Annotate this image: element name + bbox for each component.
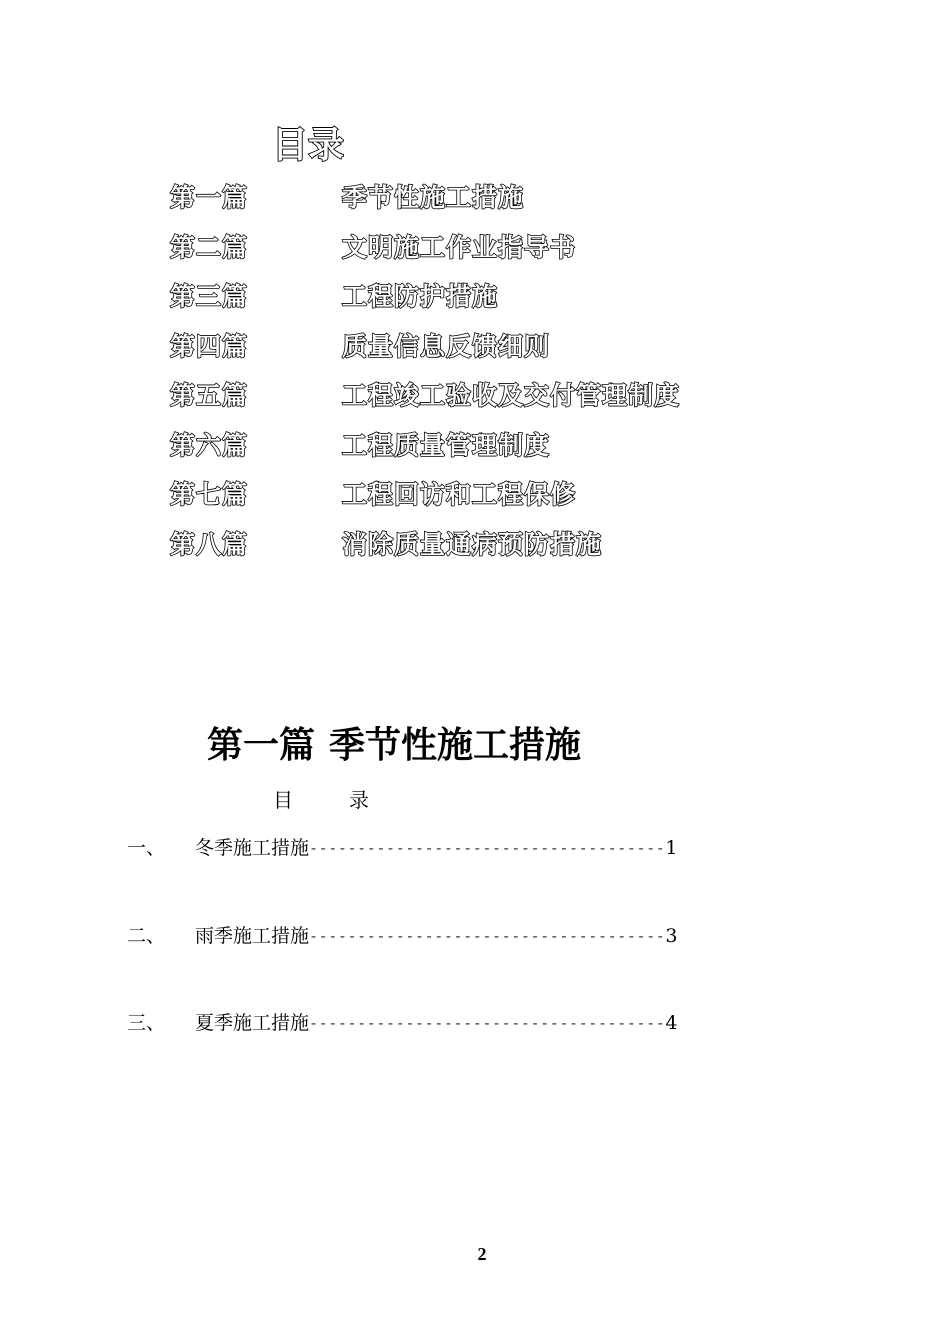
- part-heading-title: 季节性施工措施: [329, 725, 582, 766]
- section-toc-title: [273, 786, 369, 814]
- toc-item-number: 第一篇: [170, 183, 249, 212]
- toc-item[interactable]: [170, 228, 680, 278]
- page-number: 2: [477, 1244, 487, 1264]
- toc-item-number: 第七篇: [170, 480, 249, 509]
- section-toc-item[interactable]: [127, 922, 677, 1010]
- section-toc-item[interactable]: [127, 834, 677, 922]
- section-toc-label-2: 录: [349, 788, 369, 812]
- section-page: 3: [665, 924, 678, 947]
- toc-item-title: 文明施工作业指导书: [342, 232, 577, 262]
- section-toc-label-1: 目: [273, 788, 293, 812]
- section-leader: -------------------------------------: [309, 839, 666, 857]
- toc-item-number: 第八篇: [170, 529, 249, 559]
- toc-item[interactable]: [170, 426, 680, 476]
- toc-item-title: 质量信息反馈细则: [342, 331, 551, 361]
- section-number: 一、: [127, 837, 166, 859]
- section-page: 1: [665, 837, 678, 859]
- toc-item[interactable]: [170, 525, 680, 575]
- toc-item-title: 工程回访和工程保修: [342, 480, 577, 509]
- section-toc-item[interactable]: [127, 1009, 677, 1097]
- toc-item-number: 第六篇: [170, 430, 249, 460]
- toc-item-number: 第二篇: [170, 232, 249, 262]
- section-title: 夏季施工措施: [195, 1012, 310, 1034]
- section-title: 冬季施工措施: [195, 837, 310, 859]
- section-title: 雨季施工措施: [195, 924, 310, 947]
- toc-item-number: 第三篇: [170, 282, 249, 311]
- part-heading-number: 第一篇: [207, 725, 316, 766]
- section-toc-list: [127, 834, 677, 1097]
- toc-item[interactable]: [170, 178, 680, 228]
- toc-item[interactable]: [170, 277, 680, 327]
- toc-item-number: 第四篇: [170, 331, 249, 361]
- toc-item-title: 工程质量管理制度: [342, 430, 551, 460]
- section-number: 二、: [127, 924, 166, 947]
- part-heading: [207, 722, 581, 770]
- section-leader: -------------------------------------: [309, 926, 666, 945]
- section-leader: -------------------------------------: [309, 1014, 666, 1032]
- toc-item-title: 工程防护措施: [342, 282, 499, 311]
- toc-title: 目录: [272, 125, 345, 166]
- toc-list: [170, 178, 680, 574]
- section-number: 三、: [127, 1012, 166, 1034]
- toc-item[interactable]: [170, 327, 680, 377]
- toc-item-title: 工程竣工验收及交付管理制度: [342, 381, 681, 410]
- toc-item[interactable]: [170, 376, 680, 426]
- toc-item-title: 季节性施工措施: [342, 183, 525, 212]
- toc-item-title: 消除质量通病预防措施: [342, 529, 603, 559]
- toc-item-number: 第五篇: [170, 381, 249, 410]
- section-page: 4: [665, 1012, 678, 1034]
- toc-item[interactable]: [170, 475, 680, 525]
